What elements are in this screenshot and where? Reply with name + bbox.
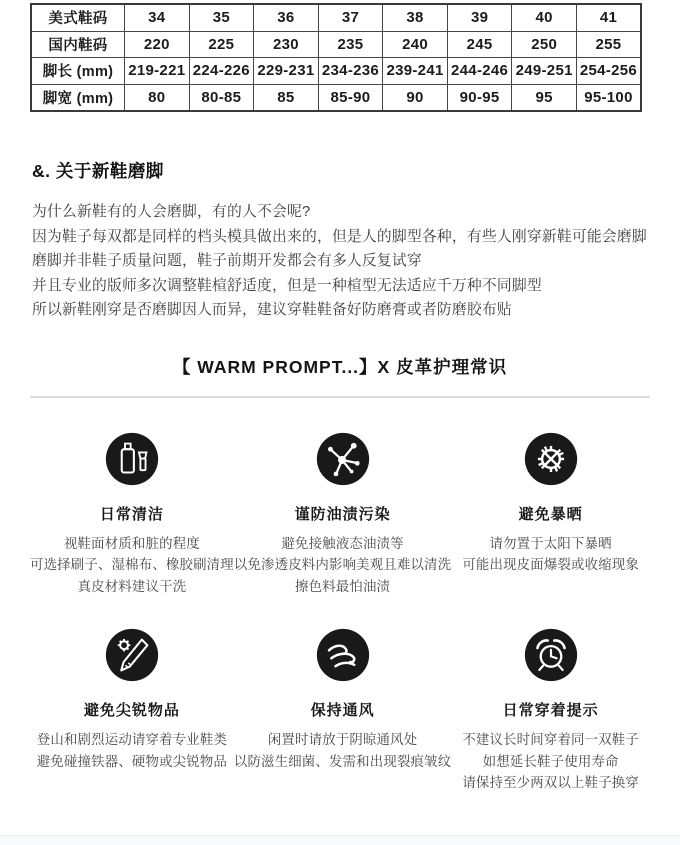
care-line: 请勿置于太阳下暴晒 — [489, 535, 612, 551]
table-cell: 35 — [189, 4, 254, 31]
table-row-us-size — [31, 4, 641, 31]
row-label: 脚宽 (mm) — [31, 84, 125, 111]
care-item-title: 谨防油渍污染 — [294, 505, 391, 523]
care-item-daily-wear-tips — [451, 627, 650, 794]
care-line: 如想延长鞋子使用寿命 — [482, 753, 619, 769]
care-item-title: 避免尖锐物品 — [83, 702, 180, 720]
section-divider — [30, 396, 650, 398]
table-cell: 250 — [512, 31, 577, 58]
row-label: 国内鞋码 — [31, 31, 125, 58]
care-item-description — [30, 533, 234, 598]
table-cell: 225 — [189, 31, 254, 58]
care-item-description — [234, 533, 451, 598]
care-item-title: 避免暴晒 — [518, 505, 583, 523]
care-item-description — [37, 729, 227, 772]
table-row-foot-length — [31, 58, 641, 85]
care-line: 真皮材料建议干洗 — [77, 578, 187, 594]
table-cell: 240 — [383, 31, 448, 58]
blade-gear-icon — [104, 627, 160, 683]
care-line: 可能出现皮面爆裂或收缩现象 — [462, 557, 639, 573]
leather-care-grid — [30, 431, 650, 794]
table-cell: 224-226 — [189, 58, 254, 85]
table-cell: 245 — [447, 31, 512, 58]
table-cell: 90-95 — [447, 84, 512, 111]
row-label: 美式鞋码 — [31, 4, 125, 31]
table-cell: 230 — [254, 31, 319, 58]
rub-section-paragraph — [32, 200, 680, 323]
table-cell: 90 — [383, 84, 448, 111]
care-item-avoid-sun — [451, 431, 650, 598]
care-line: 不建议长时间穿着同一双鞋子 — [462, 732, 639, 748]
care-item-title: 日常清洁 — [99, 505, 164, 523]
care-item-sharp-objects — [30, 627, 234, 794]
table-cell: 41 — [576, 4, 641, 31]
cleaning-bottle-brush-icon — [104, 431, 160, 487]
table-cell: 249-251 — [512, 58, 577, 85]
care-line: 避免接触液态油渍等 — [281, 535, 404, 551]
table-cell: 255 — [576, 31, 641, 58]
table-cell: 95-100 — [576, 84, 641, 111]
care-line: 登山和剧烈运动请穿着专业鞋类 — [36, 732, 228, 748]
rub-section-heading: &. 关于新鞋磨脚 — [32, 161, 164, 181]
care-section-heading: 【 WARM PROMPT...】X 皮革护理常识 — [172, 356, 508, 377]
care-item-oil-stain — [234, 431, 451, 598]
care-line: 视鞋面材质和脏的程度 — [63, 535, 200, 551]
table-cell: 39 — [447, 4, 512, 31]
care-item-daily-cleaning — [30, 431, 234, 598]
care-line: 闲置时请放于阴晾通风处 — [267, 732, 418, 748]
oil-splat-icon — [315, 431, 371, 487]
table-cell: 34 — [125, 4, 190, 31]
table-cell: 36 — [254, 4, 319, 31]
table-row-foot-width — [31, 84, 641, 111]
shoe-size-table — [30, 3, 642, 112]
table-cell: 229-231 — [254, 58, 319, 85]
table-cell: 254-256 — [576, 58, 641, 85]
row-label: 脚长 (mm) — [31, 58, 125, 85]
table-cell: 219-221 — [125, 58, 190, 85]
care-line: 请保持至少两双以上鞋子换穿 — [462, 775, 639, 791]
table-cell: 80-85 — [189, 84, 254, 111]
table-cell: 220 — [125, 31, 190, 58]
care-item-title: 日常穿着提示 — [502, 702, 599, 720]
table-cell: 40 — [512, 4, 577, 31]
table-cell: 37 — [318, 4, 383, 31]
table-cell: 38 — [383, 4, 448, 31]
paragraph-line: 因为鞋子每双都是同样的档头模具做出来的，但是人的脚型各种，有些人刚穿新鞋可能会磨脚 — [32, 228, 647, 245]
care-item-ventilation — [234, 627, 451, 794]
no-sun-gear-icon — [523, 431, 579, 487]
table-cell: 85-90 — [318, 84, 383, 111]
paragraph-line: 所以新鞋刚穿是否磨脚因人而异，建议穿鞋鞋备好防磨膏或者防磨胶布贴 — [32, 302, 512, 319]
care-line: 以免渗透皮料内影响美观且难以清洗 — [233, 557, 452, 573]
wind-icon — [315, 627, 371, 683]
paragraph-line: 并且专业的版师多次调整鞋楦舒适度，但是一种楦型无法适应千万种不同脚型 — [32, 277, 542, 294]
table-cell: 244-246 — [447, 58, 512, 85]
care-item-description — [462, 729, 639, 794]
paragraph-line: 磨脚并非鞋子质量问题，鞋子前期开发都会有多人反复试穿 — [32, 253, 422, 270]
table-row-cn-size — [31, 31, 641, 58]
alarm-clock-icon — [523, 627, 579, 683]
care-item-description — [234, 729, 451, 772]
care-line: 可选择刷子、湿棉布、橡胶刷清理 — [30, 557, 234, 573]
care-item-description — [462, 533, 639, 576]
table-cell: 239-241 — [383, 58, 448, 85]
table-cell: 235 — [318, 31, 383, 58]
care-line: 擦色料最怕油渍 — [295, 578, 391, 594]
table-cell: 85 — [254, 84, 319, 111]
table-cell: 80 — [125, 84, 190, 111]
bottom-strip — [0, 835, 680, 845]
care-item-title: 保持通风 — [310, 702, 375, 720]
care-line: 避免碰撞铁器、硬物或尖锐物品 — [36, 753, 228, 769]
care-line: 以防滋生细菌、发需和出现裂痕皱纹 — [233, 753, 452, 769]
table-cell: 95 — [512, 84, 577, 111]
paragraph-line: 为什么新鞋有的人会磨脚，有的人不会呢? — [32, 204, 311, 220]
table-cell: 234-236 — [318, 58, 383, 85]
